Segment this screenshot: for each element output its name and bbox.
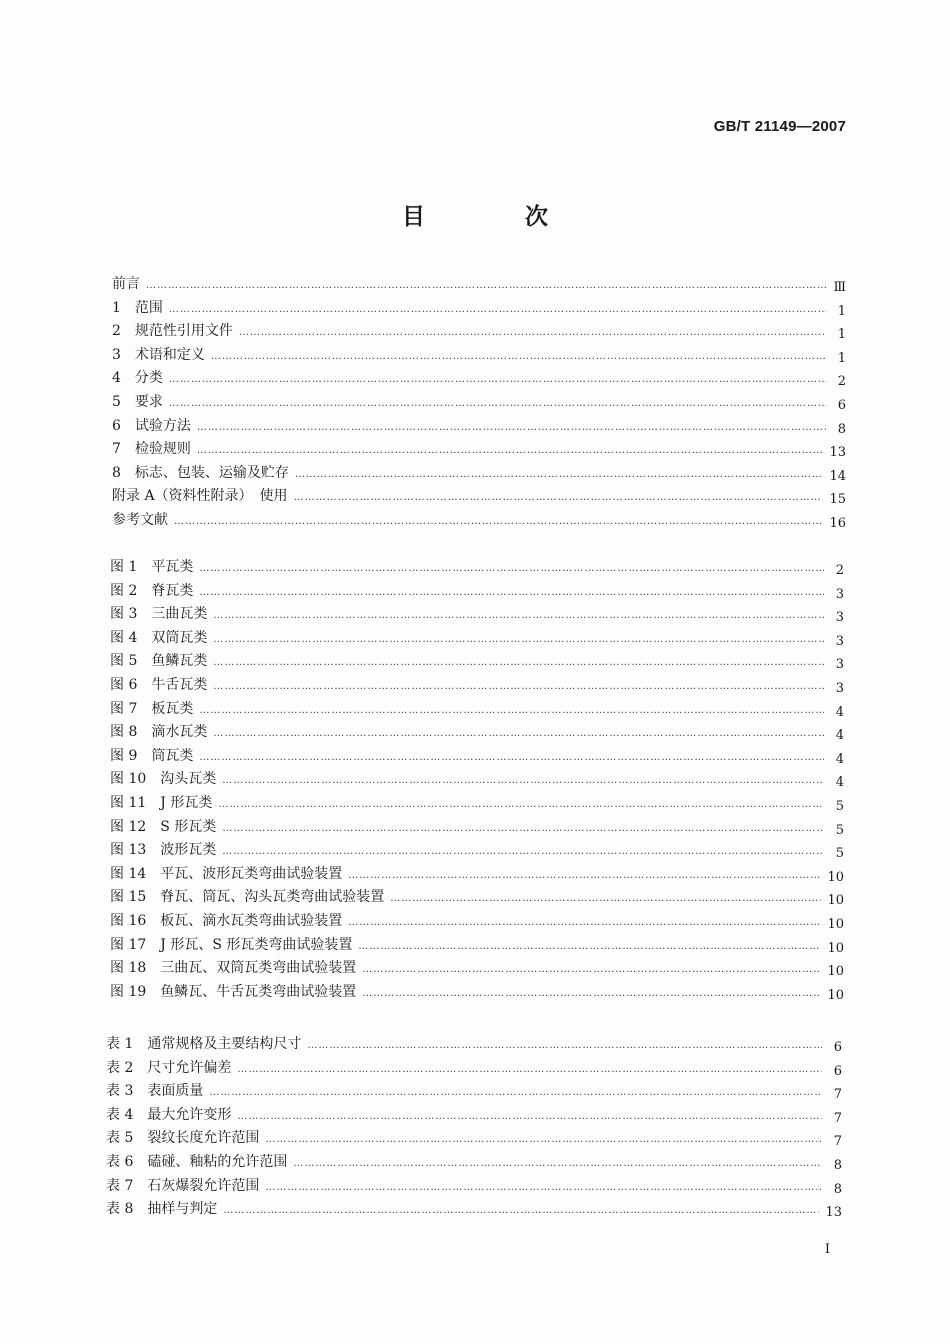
dot-leader	[197, 441, 824, 461]
toc-figure-page: 4	[835, 728, 844, 744]
dot-leader	[169, 300, 826, 320]
toc-table-entry[interactable]	[106, 1199, 842, 1219]
toc-section-entry[interactable]	[112, 321, 846, 341]
dot-leader	[358, 937, 821, 957]
toc-figure-entry[interactable]	[110, 746, 844, 766]
dot-leader	[199, 583, 824, 603]
toc-figure-label: 图 6 牛舌瓦类	[110, 677, 208, 693]
toc-figure-page: 10	[827, 940, 844, 956]
dot-leader	[213, 653, 824, 673]
toc-table-label: 表 3 表面质量	[106, 1083, 204, 1100]
dot-leader	[348, 913, 821, 933]
toc-figure-page: 3	[835, 657, 844, 673]
toc-table-page: 6	[833, 1063, 842, 1079]
toc-table-entry[interactable]	[106, 1081, 842, 1101]
dot-leader	[222, 819, 824, 839]
toc-figure-label: 图 18 三曲瓦、双筒瓦类弯曲试验装置	[110, 960, 357, 977]
toc-section-label: 前言	[112, 276, 140, 292]
toc-section-label: 参考文献	[112, 512, 168, 528]
toc-figure-entry[interactable]	[110, 864, 844, 884]
dot-leader	[293, 1154, 822, 1174]
toc-figure-label: 图 17 J 形瓦、S 形瓦类弯曲试验装置	[110, 936, 353, 953]
toc-figure-entry[interactable]	[110, 769, 844, 789]
toc-figure-label: 图 8 滴水瓦类	[110, 724, 208, 741]
dot-leader	[223, 1201, 819, 1221]
toc-figure-page: 10	[827, 917, 844, 932]
toc-table-entry[interactable]	[106, 1152, 842, 1172]
toc-figure-label: 图 7 板瓦类	[110, 700, 194, 717]
toc-table-page: 8	[833, 1181, 842, 1197]
dot-leader	[307, 1036, 822, 1056]
dot-leader	[265, 1130, 822, 1150]
toc-figure-label: 图 12 S 形瓦类	[110, 818, 217, 835]
page-number: I	[824, 1242, 830, 1257]
toc-figure-entry[interactable]	[110, 817, 844, 837]
toc-figure-page: 10	[827, 893, 844, 909]
toc-table-label: 表 1 通常规格及主要结构尺寸	[106, 1036, 302, 1052]
dot-leader	[295, 465, 824, 485]
toc-figure-label: 图 14 平瓦、波形瓦类弯曲试验装置	[110, 865, 343, 882]
toc-section-entry[interactable]	[112, 345, 846, 365]
toc-table-label: 表 7 石灰爆裂允许范围	[106, 1177, 260, 1194]
dot-leader	[169, 370, 826, 390]
dot-leader	[362, 984, 821, 1004]
toc-figure-entry[interactable]	[110, 604, 844, 624]
toc-table-entry[interactable]	[106, 1105, 842, 1125]
toc-section-entry[interactable]	[112, 463, 846, 483]
toc-section-entry[interactable]	[112, 392, 846, 412]
toc-figure-label: 图 15 脊瓦、筒瓦、沟头瓦类弯曲试验装置	[110, 889, 385, 906]
toc-section-entry[interactable]	[112, 439, 846, 459]
dot-leader	[237, 1107, 822, 1127]
dot-leader	[174, 512, 823, 532]
toc-section-page: 15	[829, 492, 846, 508]
dot-leader	[199, 748, 824, 768]
toc-figure-entry[interactable]	[110, 911, 844, 931]
toc-table-page: 13	[825, 1205, 842, 1221]
toc-section-label: 7 检验规则	[112, 441, 191, 458]
toc-section-label: 8 标志、包装、运输及贮存	[112, 464, 289, 481]
toc-table-entry[interactable]	[106, 1128, 842, 1148]
toc-section-label: 附录 A（资料性附录） 使用	[112, 488, 288, 505]
dot-leader	[294, 488, 824, 508]
toc-figure-page: 3	[835, 633, 844, 649]
toc-figure-label: 图 2 脊瓦类	[110, 582, 194, 599]
toc-section-page: 1	[837, 303, 846, 319]
dot-leader	[390, 889, 821, 909]
toc-figure-label: 图 16 板瓦、滴水瓦类弯曲试验装置	[110, 913, 343, 929]
dot-leader	[362, 960, 821, 980]
toc-figure-entry[interactable]	[110, 699, 844, 719]
toc-figure-entry[interactable]	[110, 982, 844, 1002]
toc-section-label: 5 要求	[112, 394, 163, 410]
toc-section-page: 1	[837, 327, 846, 343]
dot-leader	[265, 1178, 822, 1198]
toc-figure-page: 10	[827, 964, 844, 980]
toc-section-page: 6	[837, 398, 846, 413]
toc-section-entry[interactable]	[112, 298, 846, 318]
toc-table-label: 表 8 抽样与判定	[106, 1201, 218, 1218]
toc-figure-page: 3	[835, 681, 844, 696]
dot-leader	[237, 1060, 822, 1080]
toc-section-page: Ⅲ	[833, 280, 846, 295]
dot-leader	[199, 559, 824, 579]
toc-figure-page: 5	[835, 799, 844, 814]
standard-code: GB/T 21149—2007	[713, 118, 846, 135]
toc-figure-entry[interactable]	[110, 722, 844, 742]
toc-section-page: 13	[829, 445, 846, 461]
toc-table-page: 8	[833, 1158, 842, 1173]
toc-section-entry[interactable]	[112, 416, 846, 436]
toc-table-page: 7	[833, 1134, 842, 1150]
toc-figure-entry[interactable]	[110, 651, 844, 671]
dot-leader	[213, 724, 824, 744]
toc-figure-page: 4	[835, 704, 844, 720]
toc-figure-page: 3	[835, 610, 844, 626]
toc-figure-label: 图 19 鱼鳞瓦、牛舌瓦类弯曲试验装置	[110, 983, 357, 1000]
toc-section-page: 1	[837, 350, 846, 366]
dot-leader	[222, 771, 824, 791]
toc-figure-label: 图 5 鱼鳞瓦类	[110, 653, 208, 670]
toc-section-label: 1 范围	[112, 299, 163, 316]
toc-table-page: 7	[833, 1087, 842, 1103]
dot-leader	[213, 677, 824, 697]
toc-section-label: 3 术语和定义	[112, 346, 205, 363]
toc-figure-entry[interactable]	[110, 581, 844, 601]
toc-figure-entry[interactable]	[110, 935, 844, 955]
dot-leader	[197, 418, 826, 438]
toc-section-label: 4 分类	[112, 370, 163, 387]
page-title: 目 次	[401, 203, 594, 230]
dot-leader	[218, 795, 824, 815]
toc-table-label: 表 6 磕碰、釉粘的允许范围	[106, 1154, 288, 1170]
toc-section-page: 2	[837, 374, 846, 390]
toc-table-page: 6	[833, 1040, 842, 1055]
toc-figure-label: 图 9 筒瓦类	[110, 747, 194, 764]
dot-leader	[213, 606, 824, 626]
toc-figure-page: 4	[835, 751, 844, 767]
toc-figure-page: 10	[827, 869, 844, 885]
toc-section-label: 2 规范性引用文件	[112, 323, 233, 340]
toc-figure-entry[interactable]	[110, 628, 844, 648]
dot-leader	[239, 323, 826, 343]
toc-figure-label: 图 11 J 形瓦类	[110, 795, 213, 811]
dot-leader	[213, 630, 824, 650]
toc-figure-page: 5	[835, 846, 844, 862]
toc-figure-page: 5	[835, 822, 844, 838]
toc-figure-page: 2	[835, 563, 844, 578]
dot-leader	[222, 842, 824, 862]
toc-figure-entry[interactable]	[110, 557, 844, 577]
toc-table-label: 表 2 尺寸允许偏差	[106, 1059, 232, 1076]
toc-section-page: 8	[837, 421, 846, 437]
toc-figure-label: 图 4 双筒瓦类	[110, 629, 208, 646]
dot-leader	[211, 347, 826, 367]
toc-figure-entry[interactable]	[110, 958, 844, 978]
toc-table-label: 表 4 最大允许变形	[106, 1106, 232, 1123]
toc-section-page: 16	[829, 516, 846, 531]
toc-table-entry[interactable]	[106, 1058, 842, 1078]
toc-figure-page: 3	[835, 586, 844, 602]
toc-section-entry[interactable]	[112, 510, 846, 530]
dot-leader	[209, 1083, 822, 1103]
toc-figure-label: 图 3 三曲瓦类	[110, 606, 208, 623]
toc-figure-entry[interactable]	[110, 675, 844, 695]
toc-section-page: 14	[829, 468, 846, 484]
dot-leader	[199, 701, 824, 721]
toc-figure-label: 图 1 平瓦类	[110, 559, 194, 575]
toc-section-entry[interactable]	[112, 486, 846, 506]
dot-leader	[169, 394, 826, 414]
dot-leader	[348, 866, 821, 886]
toc-figure-entry[interactable]	[110, 887, 844, 907]
toc-table-label: 表 5 裂纹长度允许范围	[106, 1130, 260, 1147]
toc-figure-entry[interactable]	[110, 840, 844, 860]
toc-section-entry[interactable]	[112, 274, 846, 294]
toc-figure-label: 图 13 波形瓦类	[110, 842, 217, 859]
toc-section-label: 6 试验方法	[112, 417, 191, 434]
toc-figure-page: 4	[835, 775, 844, 791]
toc-table-entry[interactable]	[106, 1176, 842, 1196]
toc-figure-label: 图 10 沟头瓦类	[110, 771, 217, 788]
toc-table-entry[interactable]	[106, 1034, 842, 1054]
toc-figure-entry[interactable]	[110, 793, 844, 813]
dot-leader	[146, 276, 826, 296]
toc-table-page: 7	[833, 1110, 842, 1126]
toc-figure-page: 10	[827, 987, 844, 1003]
toc-section-entry[interactable]	[112, 368, 846, 388]
